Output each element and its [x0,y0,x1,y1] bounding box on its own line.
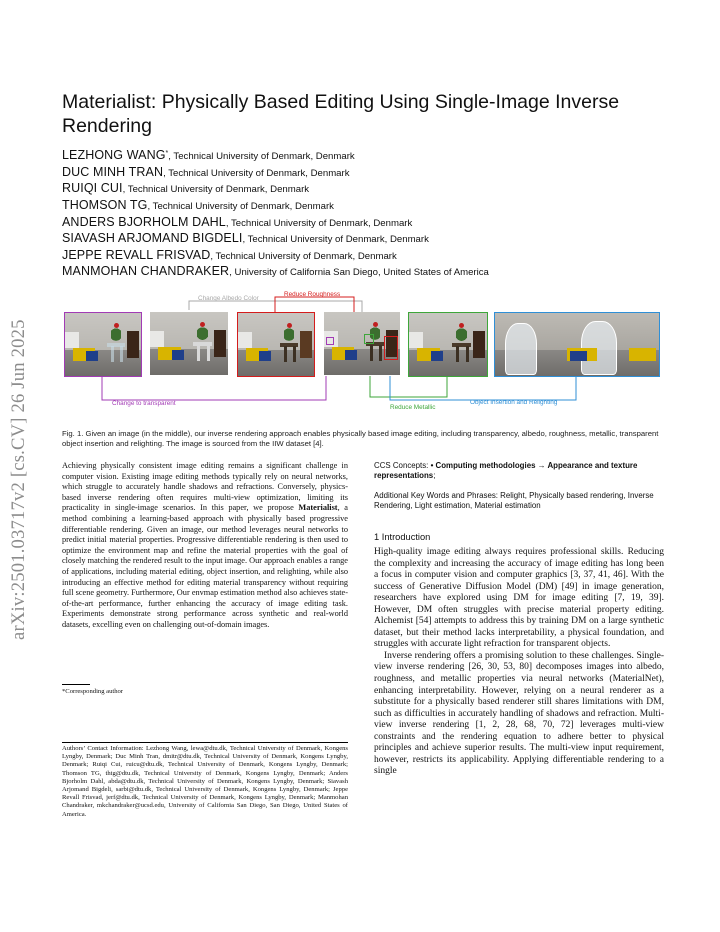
section-heading: 1 Introduction [374,532,431,542]
author-name: JEPPE REVALL FRISVAD [62,247,211,262]
corresponding-author-footnote: *Corresponding author [62,688,123,695]
author-line [62,165,682,182]
ccs-end: ; [433,471,436,481]
author-line [62,198,682,215]
author-name: RUIQI CUI [62,181,123,196]
author-name: LEZHONG WANG [62,148,166,163]
author-line [62,215,682,232]
paragraph: Inverse rendering offers a promising solution to these challenges. Single-view inverse rendering [26, 30, 53, 80] decomposes images into albedo, roughness, and metallic properties via neural networks (MaterialNet), enhancing interpretability. However, relying on a neural renderer as a substitute for a physically based renderer still shares limitations with DM, such as difficulties in accurately handling of shadows and refraction. Multi-view inverse rendering [1, 2, 28, 68, 70, 72] leverages multi-view constraints and the rendering equation to adhere better to physical principles and achieve superior results. The multi-view input requirement, however, restricts its applicability. Applying differentiable rendering to a single [374,650,664,777]
keywords: Additional Key Words and Phrases: Relight, Physically based rendering, Inverse Rendering, Light estimation, Material estimation [374,491,654,511]
label-change-transparent: Change to transparent [112,400,176,407]
author-affiliation: , Technical University of Denmark, Denmark [122,184,310,196]
label-change-albedo: Change Albedo Color [198,295,259,302]
contact-divider [62,742,348,743]
label-reduce-roughness: Reduce Roughness [284,291,341,298]
author-line [62,231,682,248]
figure-caption: Fig. 1. Given an image (in the middle), our inverse rendering approach enables physically based image editing, including transparency, albedo, roughness, metallic, transparent object insertion and relighting. The image is sourced from the IIW dataset [4]. [62,429,659,449]
author-list [62,146,682,281]
ccs-concept: • Computing methodologies → Appearance and texture representations [374,461,638,481]
arxiv-identifier: arXiv:2501.03717v2 [cs.CV] 26 Jun 2025 [8,319,29,640]
abstract-text: Achieving physically consistent image editing remains a significant challenge in computer vision. Existing image editing methods typically rely on neural networks, which struggle to accurately handle shadows and refractions. Conversely, physics-based inverse rendering often requires multi-view optimization, limiting its practicality in single-image scenarios. In this paper, we propose [62,461,348,513]
author-line [62,264,682,281]
author-affiliation: , Technical University of Denmark, Denmark [168,151,355,163]
author-affiliation: , Technical University of Denmark, Denmark [242,234,429,246]
author-line [62,181,682,198]
author-affiliation: , Technical University of Denmark, Denmark [147,200,334,212]
abstract-text: , a method combining a learning-based approach with physically based progressive differentiable rendering. Given an image, our method leverages neural networks to predict initial material properties. Progressive differentiable rendering is then used to optimize the environment map and refine the material properties with the goal of closely matching the rendered result to the input image. Our approach enables a range of applications, including material editing, object insertion, and relighting, while also introducing an effective method for editing material transparency without requiring full scene geometry. Furthermore, Our envmap estimation method also achieves state-of-the-art performance, further enhancing the accuracy of image editing task. Experiments demonstrate strong performance across synthetic and real-world datasets, excelling even on challenging out-of-domain images. [62,503,348,629]
abstract [62,461,348,631]
footnote-divider [62,684,90,685]
author-affiliation: , University of California San Diego, United States of America [229,267,489,279]
label-reduce-metallic: Reduce Metallic [390,404,436,411]
teaser-figure [62,287,662,412]
author-mark: * [165,150,169,157]
method-name: Materialist [298,503,338,513]
author-name: SIAVASH ARJOMAND BIGDELI [62,231,243,246]
author-name: ANDERS BJORHOLM DAHL [62,214,226,229]
author-affiliation: , Technical University of Denmark, Denmark [225,217,413,229]
paper-title: Materialist: Physically Based Editing Using Single-Image Inverse Rendering [62,91,620,137]
introduction-body [374,547,664,778]
author-affiliation: , Technical University of Denmark, Denmark [163,167,350,179]
ccs-concepts [374,461,664,481]
author-name: DUC MINH TRAN [62,164,164,179]
author-contact-info: Authors’ Contact Information: Lezhong Wang, lewa@dtu.dk, Technical University of Denmark, Kongens Lyngby, Denmark; Duc Minh Tran, dmitr@dtu.dk, Technical University of Denmark, Kongens Lyngby, Denmark; Ruiqi Cui, ruicu@dtu.dk, Technical University of Denmark, Kongens Lyngby, Denmark; Thomson TG, thtg@dtu.dk, Technical University of Denmark, Kongens Lyngby, Denmark; Anders Bjorholm Dahl, abda@dtu.dk, Technical University of Denmark, Kongens Lyngby, Denmark; Siavash Arjomand Bigdeli, sarbi@dtu.dk, Technical University of Denmark, Kongens Lyngby, Denmark; Jeppe Revall Frisvad, jerf@dtu.dk, Technical University of Denmark, Kongens Lyngby, Denmark; Manmohan Chandraker, mkchandraker@ucsd.edu, University of California San Diego, San Diego, United States of America. [62,745,348,818]
author-name: MANMOHAN CHANDRAKER [62,264,230,279]
author-line [62,248,682,265]
author-line [62,146,682,165]
edit-connector-lines [62,287,662,412]
ccs-label: CCS Concepts: [374,461,431,470]
label-object-insertion: Object Insertion and Relighting [470,399,558,406]
paragraph: High-quality image editing always requires professional skills. Reducing the complexity and increasing the accuracy of image editing has long been a focus in computer vision and computer graphics [3, 37, 41, 46]. With the success of Generative Diffusion Model (DM) [49] in image generation, researchers have explored using DM for image editing [7, 19, 39]. However, DM often struggles with precise material property editing. Alchemist [54] attempts to address this by training DM on a large synthetic dataset, but their method lacks interpretability, a physical foundation, and struggles with accurate light refraction for transparent objects. [374,547,664,650]
author-affiliation: , Technical University of Denmark, Denmark [210,250,397,262]
author-name: THOMSON TG [62,197,148,212]
